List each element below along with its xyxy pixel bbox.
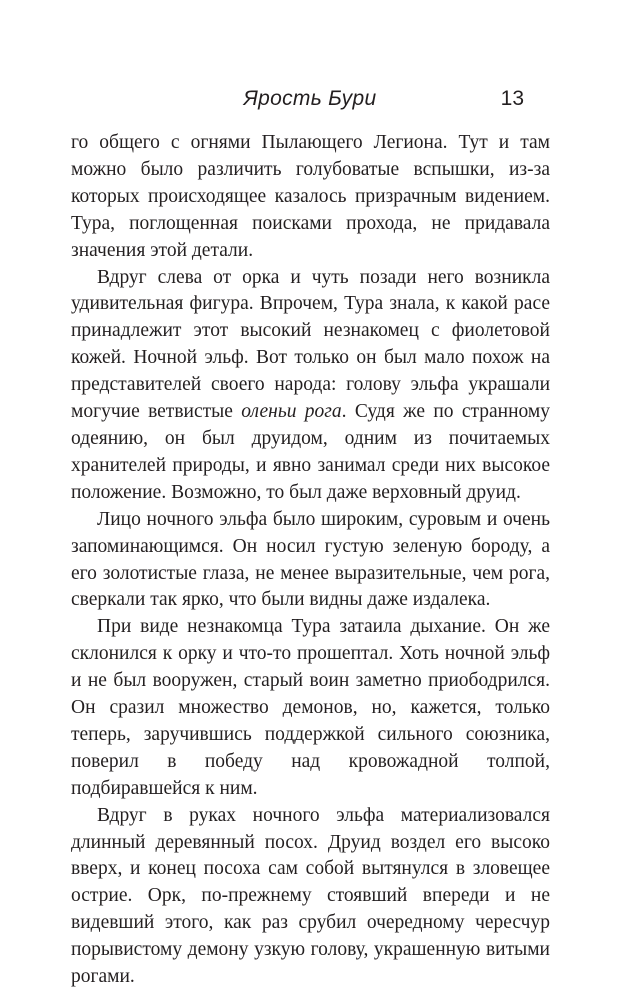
body-text [71, 130, 550, 991]
page-number: 13 [500, 87, 524, 110]
paragraph-1: го общего с огнями Пылающего Легиона. Тут и там можно было различить голубоватые вспышки, из-за которых происходящее казалось призрачным видением. Тура, поглощенная поисками прохода, не придавала значения этой детали. [71, 132, 550, 261]
paragraph-3: Лицо ночного эльфа было широким, суровым и очень запоминающимся. Он носил густую зеленую бороду, а его золотистые глаза, не менее выразительные, чем рога, сверкали так ярко, что были видны даже издалека. [71, 508, 550, 611]
running-title: Ярость Бури [243, 87, 377, 110]
paragraph-2-text-start: Вдруг слева от орка и чуть позади него возникла удивительная фигура. Впрочем, Тура знала, к какой расе принадлежит этот высокий незнакомец с фиолетовой кожей. Ночной эльф. Вот только он был мало похож на представителей своего народа: голову эльфа украшали могучие ветвистые [71, 266, 550, 423]
paragraph-4: При виде незнакомца Тура затаила дыхание. Он же склонился к орку и что-то прошептал. Хоть ночной эльф и не был вооружен, старый воин заметно приободрился. Он сразил множество демонов, но, кажется, только теперь, заручившись поддержкой сильного союзника, поверил в победу над кровожадной толпой, подбиравшейся к ним. [71, 616, 550, 799]
paragraph-5: Вдруг в руках ночного эльфа материализовался длинный деревянный посох. Друид воздел его высоко вверх, и конец посоха сам собой вытянулся в зловещее острие. Орк, по-прежнему стоявший впереди и не видевший этого, как раз срубил очередному чересчур порывистому демону узкую голову, украшенную витыми рогами. [71, 804, 550, 988]
paragraph-2 [71, 265, 550, 507]
paragraph-2-text-end: . Судя же по странному одеянию, он был друидом, одним из почитаемых хранителей природы, и явно занимал среди них высокое положение. Возможно, то был даже верховный друид. [71, 401, 550, 503]
paragraph-2-italic-phrase: оленьи рога [241, 401, 342, 423]
